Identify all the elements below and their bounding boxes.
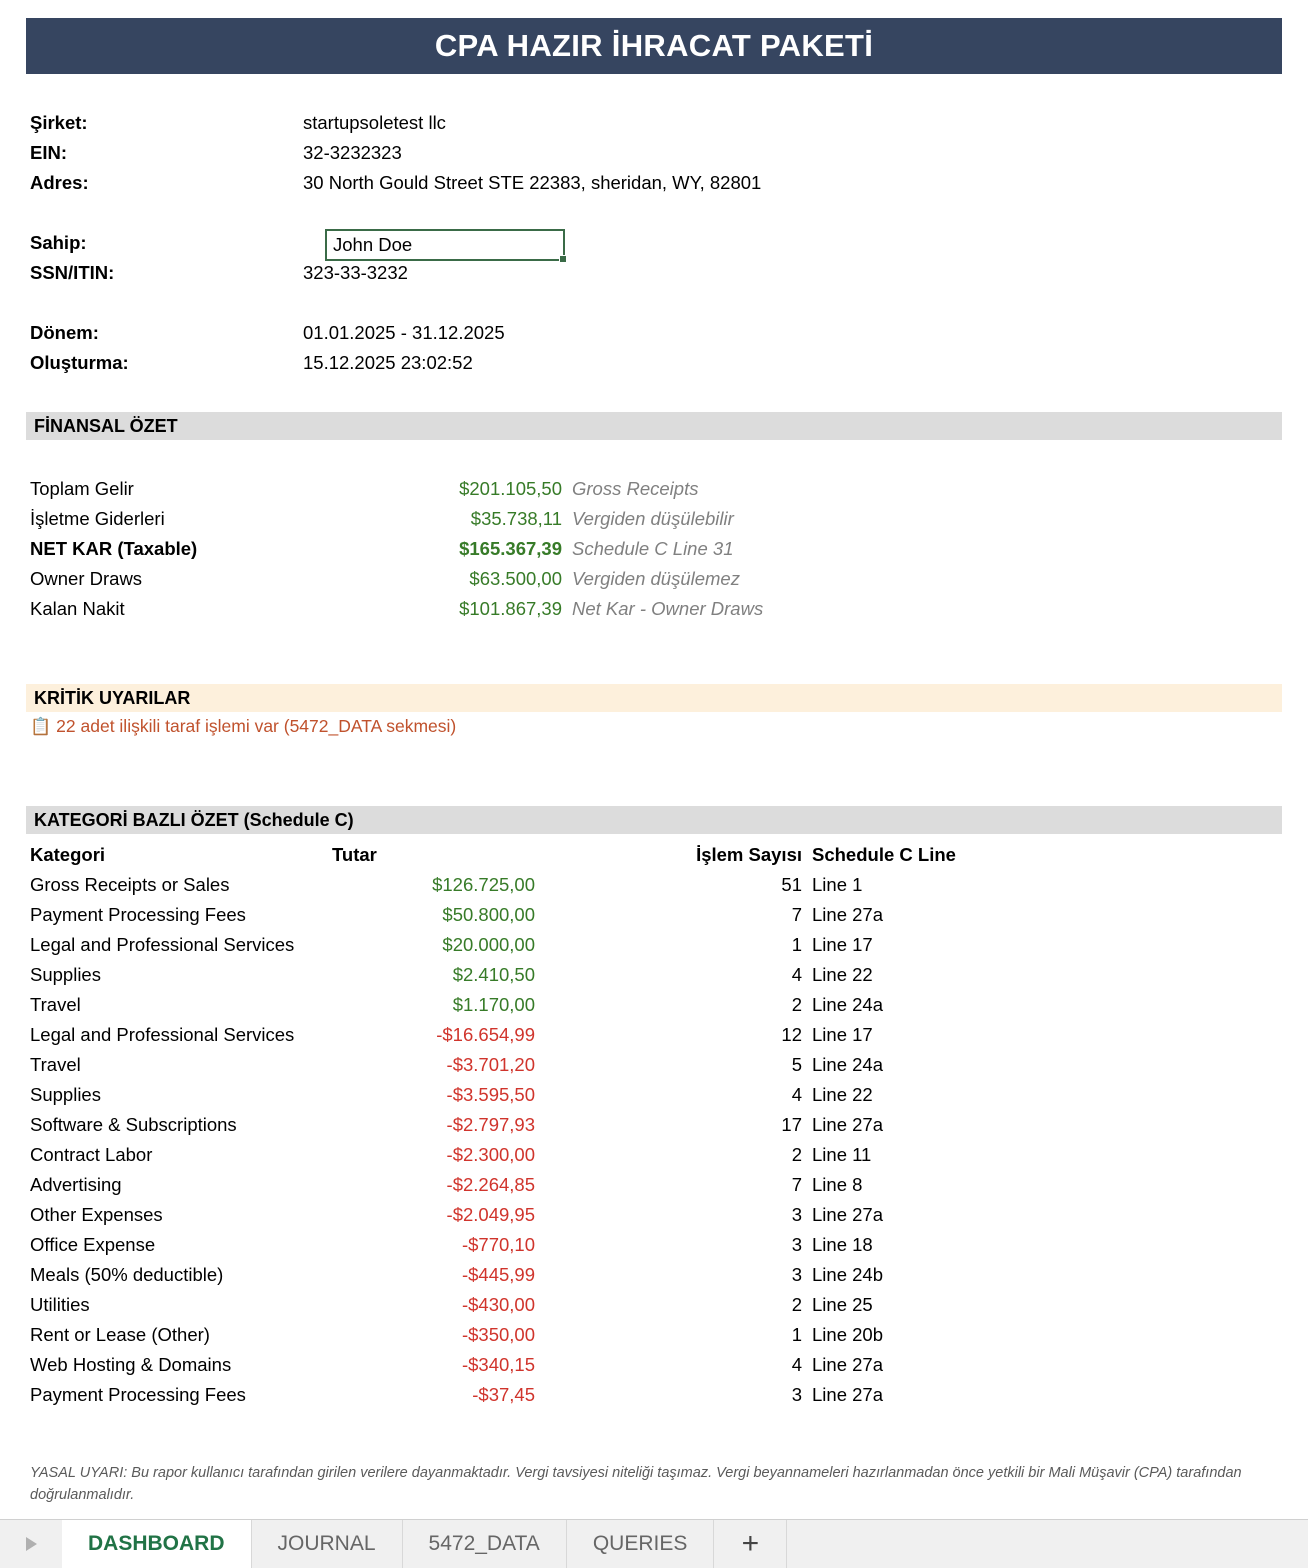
cell-schedule-line: Line 27a xyxy=(812,904,883,925)
table-row xyxy=(0,1200,1308,1230)
financial-label: Kalan Nakit xyxy=(30,598,125,619)
cell-count: 2 xyxy=(791,1294,802,1315)
cell-count: 7 xyxy=(791,1174,802,1195)
category-table xyxy=(0,840,1308,1410)
cell-schedule-line: Line 1 xyxy=(812,874,863,895)
cell-count: 12 xyxy=(781,1024,802,1045)
cell-schedule-line: Line 24a xyxy=(812,994,883,1015)
financial-label: NET KAR (Taxable) xyxy=(30,538,198,559)
section-header-category-summary xyxy=(26,806,1282,834)
cell-schedule-line: Line 8 xyxy=(812,1174,863,1195)
legal-disclaimer: YASAL UYARI: Bu rapor kullanıcı tarafından girilen verilere dayanmaktadır. Vergi tavsiyesi niteliği taşımaz. Vergi beyannameleri hazırlanmadan önce yetkili bir Mali Müşavir (CPA) tarafından doğrulanmalıdır. xyxy=(30,1465,1242,1504)
info-label-sahip: Sahip: xyxy=(30,232,87,253)
cell-amount: -$445,99 xyxy=(461,1264,535,1285)
cell-count: 1 xyxy=(791,934,802,955)
add-sheet-button[interactable]: + xyxy=(714,1520,787,1568)
section-title-text: FİNANSAL ÖZET xyxy=(34,415,178,436)
info-value-sirket: startupsoletest llc xyxy=(303,112,446,133)
financial-amount: $101.867,39 xyxy=(459,598,562,619)
column-header-schedule-c-line: Schedule C Line xyxy=(812,844,956,865)
cell-count: 17 xyxy=(781,1114,802,1135)
cell-category: Office Expense xyxy=(30,1234,156,1255)
company-info-block xyxy=(0,108,1308,378)
table-row xyxy=(0,1140,1308,1170)
cell-category: Supplies xyxy=(30,964,101,985)
financial-note: Net Kar - Owner Draws xyxy=(572,598,764,619)
info-spacer xyxy=(0,198,1308,228)
info-value-donem: 01.01.2025 - 31.12.2025 xyxy=(303,322,505,343)
cell-count: 3 xyxy=(791,1204,802,1225)
cell-schedule-line: Line 11 xyxy=(812,1144,872,1165)
cell-amount: -$3.595,50 xyxy=(446,1084,535,1105)
info-row-ssn xyxy=(0,258,1308,288)
sheet-tab-dashboard[interactable]: DASHBOARD xyxy=(62,1520,252,1568)
table-header-row xyxy=(0,840,1308,870)
info-spacer-2 xyxy=(0,288,1308,318)
cell-amount: $20.000,00 xyxy=(442,934,535,955)
clipboard-icon: 📋 xyxy=(30,716,52,736)
table-row xyxy=(0,1350,1308,1380)
table-row xyxy=(0,960,1308,990)
column-header-tutar: Tutar xyxy=(332,844,377,865)
financial-row xyxy=(0,564,1308,594)
column-header-islem-sayisi: İşlem Sayısı xyxy=(696,844,802,865)
cell-count: 51 xyxy=(781,874,802,895)
cell-category: Advertising xyxy=(30,1174,122,1195)
financial-label: Owner Draws xyxy=(30,568,143,589)
info-label-olusturma: Oluşturma: xyxy=(30,352,129,373)
table-row xyxy=(0,1290,1308,1320)
info-value-ein: 32-3232323 xyxy=(303,142,402,163)
cell-category: Payment Processing Fees xyxy=(30,904,246,925)
cell-count: 4 xyxy=(791,1084,802,1105)
report-title-banner xyxy=(26,18,1282,74)
table-row xyxy=(0,1320,1308,1350)
cell-count: 3 xyxy=(791,1384,802,1405)
cell-schedule-line: Line 24a xyxy=(812,1054,883,1075)
page-title: CPA HAZIR İHRACAT PAKETİ xyxy=(434,28,874,63)
owner-name-value: John Doe xyxy=(333,234,413,255)
table-row xyxy=(0,1080,1308,1110)
sheet-tab-bar xyxy=(0,1519,1308,1568)
financial-row xyxy=(0,504,1308,534)
sheet-tab-queries[interactable]: QUERIES xyxy=(567,1520,715,1568)
cell-category: Contract Labor xyxy=(30,1144,153,1165)
cell-schedule-line: Line 22 xyxy=(812,1084,873,1105)
financial-note: Schedule C Line 31 xyxy=(572,538,734,559)
table-row xyxy=(0,1170,1308,1200)
sheet-nav-right-icon[interactable] xyxy=(0,1520,62,1568)
info-value-olusturma: 15.12.2025 23:02:52 xyxy=(303,352,473,373)
info-value-ssn: 323-33-3232 xyxy=(303,262,408,283)
cell-category: Travel xyxy=(30,1054,81,1075)
cell-count: 4 xyxy=(791,964,802,985)
cell-amount: -$340,15 xyxy=(461,1354,535,1375)
cell-schedule-line: Line 25 xyxy=(812,1294,873,1315)
cell-amount: -$3.701,20 xyxy=(446,1054,535,1075)
sheet-tab-journal[interactable]: JOURNAL xyxy=(252,1520,403,1568)
cell-amount: -$2.797,93 xyxy=(446,1114,535,1135)
info-value-adres: 30 North Gould Street STE 22383, sheridan, WY, 82801 xyxy=(303,172,762,193)
financial-note: Vergiden düşülemez xyxy=(572,568,740,589)
cell-amount: $2.410,50 xyxy=(452,964,535,985)
cell-amount: -$2.049,95 xyxy=(446,1204,535,1225)
table-row xyxy=(0,1020,1308,1050)
cell-schedule-line: Line 27a xyxy=(812,1204,883,1225)
cell-schedule-line: Line 22 xyxy=(812,964,873,985)
cell-schedule-line: Line 20b xyxy=(812,1324,883,1345)
table-row xyxy=(0,870,1308,900)
cell-count: 7 xyxy=(791,904,802,925)
financial-summary-list xyxy=(0,474,1308,624)
table-row xyxy=(0,1110,1308,1140)
cell-category: Travel xyxy=(30,994,81,1015)
cell-amount: -$2.300,00 xyxy=(446,1144,535,1165)
cell-count: 3 xyxy=(791,1264,802,1285)
info-row-donem xyxy=(0,318,1308,348)
financial-note: Vergiden düşülebilir xyxy=(572,508,734,529)
table-row xyxy=(0,1050,1308,1080)
warning-text: 22 adet ilişkili taraf işlemi var (5472_DATA sekmesi) xyxy=(56,716,457,736)
cell-category: Web Hosting & Domains xyxy=(30,1354,232,1375)
cell-category: Gross Receipts or Sales xyxy=(30,874,230,895)
cell-count: 2 xyxy=(791,994,802,1015)
cell-category: Software & Subscriptions xyxy=(30,1114,237,1135)
cell-amount: -$16.654,99 xyxy=(436,1024,535,1045)
cell-schedule-line: Line 17 xyxy=(812,1024,873,1045)
info-row-ein xyxy=(0,138,1308,168)
cell-count: 5 xyxy=(791,1054,802,1075)
cell-schedule-line: Line 27a xyxy=(812,1354,883,1375)
financial-label: İşletme Giderleri xyxy=(30,508,165,529)
cell-amount: $1.170,00 xyxy=(452,994,535,1015)
warning-item xyxy=(30,716,456,737)
cell-amount: $50.800,00 xyxy=(442,904,535,925)
cell-category: Payment Processing Fees xyxy=(30,1384,246,1405)
cell-category: Legal and Professional Services xyxy=(30,1024,295,1045)
info-row-sahip xyxy=(0,228,1308,258)
financial-amount: $165.367,39 xyxy=(459,538,562,559)
info-row-adres xyxy=(0,168,1308,198)
info-label-ein: EIN: xyxy=(30,142,67,163)
info-label-sirket: Şirket: xyxy=(30,112,88,133)
table-row xyxy=(0,930,1308,960)
cell-category: Rent or Lease (Other) xyxy=(30,1324,210,1345)
owner-name-cell-selected[interactable] xyxy=(325,229,565,261)
info-row-sirket xyxy=(0,108,1308,138)
cell-category: Supplies xyxy=(30,1084,101,1105)
cell-category: Meals (50% deductible) xyxy=(30,1264,224,1285)
sheet-tab-5472-data[interactable]: 5472_DATA xyxy=(403,1520,567,1568)
table-row xyxy=(0,1260,1308,1290)
cell-category: Utilities xyxy=(30,1294,90,1315)
section-header-critical-warnings xyxy=(26,684,1282,712)
cell-schedule-line: Line 27a xyxy=(812,1114,883,1135)
cell-count: 1 xyxy=(791,1324,802,1345)
cell-amount: -$430,00 xyxy=(461,1294,535,1315)
cell-count: 4 xyxy=(791,1354,802,1375)
fill-handle[interactable] xyxy=(559,255,567,263)
cell-schedule-line: Line 27a xyxy=(812,1384,883,1405)
cell-category: Other Expenses xyxy=(30,1204,163,1225)
cell-amount: $126.725,00 xyxy=(432,874,535,895)
financial-row-net-profit xyxy=(0,534,1308,564)
info-label-ssn: SSN/ITIN: xyxy=(30,262,115,283)
info-label-donem: Dönem: xyxy=(30,322,99,343)
section-title-text: KRİTİK UYARILAR xyxy=(34,687,191,708)
cell-schedule-line: Line 24b xyxy=(812,1264,883,1285)
table-row xyxy=(0,900,1308,930)
section-header-financial-summary xyxy=(26,412,1282,440)
financial-label: Toplam Gelir xyxy=(30,478,134,499)
financial-amount: $35.738,11 xyxy=(470,508,562,529)
financial-amount: $63.500,00 xyxy=(469,568,562,589)
table-row xyxy=(0,990,1308,1020)
financial-row xyxy=(0,474,1308,504)
cell-amount: -$37,45 xyxy=(472,1384,535,1405)
financial-note: Gross Receipts xyxy=(572,478,699,499)
cell-amount: -$2.264,85 xyxy=(446,1174,535,1195)
column-header-kategori: Kategori xyxy=(30,844,106,865)
cell-schedule-line: Line 17 xyxy=(812,934,873,955)
cell-amount: -$770,10 xyxy=(461,1234,535,1255)
table-row xyxy=(0,1230,1308,1260)
cell-amount: -$350,00 xyxy=(461,1324,535,1345)
cell-count: 3 xyxy=(791,1234,802,1255)
financial-row xyxy=(0,594,1308,624)
financial-amount: $201.105,50 xyxy=(459,478,562,499)
cell-count: 2 xyxy=(791,1144,802,1165)
cell-schedule-line: Line 18 xyxy=(812,1234,873,1255)
section-title-text: KATEGORİ BAZLI ÖZET (Schedule C) xyxy=(34,809,354,830)
cell-category: Legal and Professional Services xyxy=(30,934,295,955)
info-label-adres: Adres: xyxy=(30,172,89,193)
table-row xyxy=(0,1380,1308,1410)
info-row-olusturma xyxy=(0,348,1308,378)
